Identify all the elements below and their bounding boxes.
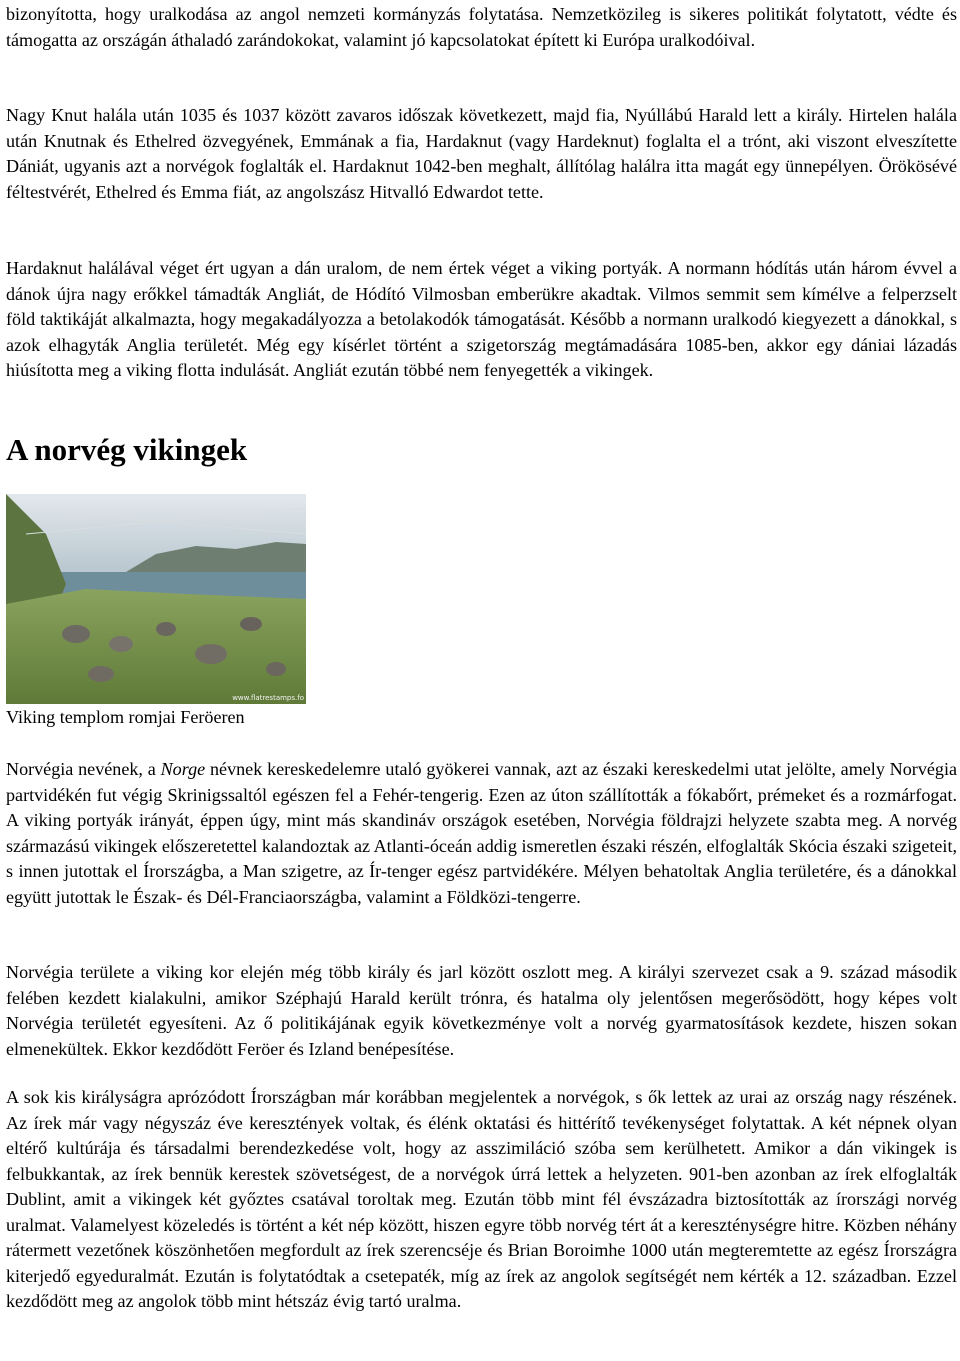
- foreground-grass: [6, 589, 306, 704]
- ruin-stone: [62, 625, 90, 643]
- photo-watermark: www.flatrestamps.fo: [232, 694, 304, 702]
- paragraph-text: Norvégia nevének, a: [6, 759, 161, 779]
- paragraph-text: névnek kereskedelemre utaló gyökerei vannak, azt az északi kereskedelmi utat jelölte, amely Norvégia partvidékén fut végig Skrinigssaltól egészen fel a Fehér-tengerig. Ezen az úton szállították a fókabőrt, prémeket és a rozmárfogat. A viking portyák irányát, éppen úgy, mint más skandináv országok esetében, Norvégia földrajzi helyzete szabta meg. A norvég származású vikingek előszeretettel kalandoztak az Atlanti-óceán addig ismeretlen északi részén, elfoglalták Skócia északi szigeteit, s innen jutottak el Írországba, a Man szigetre, az Ír-tenger egész partvidékére. Mélyen behatoltak Anglia területére, és a dánokkal együtt jutottak le Észak- és Dél-Franciaországba, valamint a Földközi-tengerre.: [6, 759, 958, 907]
- ruin-stone: [109, 636, 133, 652]
- paragraph-norwegian-kingdom: Norvégia területe a viking kor elején még több király és jarl között oszlott meg. A királyi szervezet csak a 9. század második felében kezdett kialakulni, amikor Széphajú Harald került trónra, és hatalma oly jelentősen megerősödött, hogy képes volt Norvégia területét egyesíteni. Az ő politikájának egyik következménye volt a norvég gyarmatosítások kezdete, hiszen sokan elmenekültek. Ekkor kezdődött Feröer és Izland benépesítése.: [6, 962, 957, 1059]
- paragraph-ireland: A sok kis királyságra aprózódott Írországban már korábban megjelentek a norvégok, s ők lettek az urai az ország nagy részének. Az írek már vagy négyszáz éve keresztények voltak, és élénk oktatási és hittérítő tevékenységet folytattak. A két népnek olyan eltérő kultúrája és társadalmi berendezkedése volt, hogy az asszimiláció szóba sem kerülhetett. Amikor a dán vikingek is felbukkantak, az írek bennük kerestek szövetségest, de a norvégok úrrá lettek a helyzeten. 901-ben azonban az írek elfoglalták Dublint, amit a vikingek két győztes csatával toroltak meg. Ezután több mint fél évszázadra biztosították az írországi norvég uralmat. Valamelyest közeledés is történt a két nép között, hiszen egyre több norvég tért át a kereszténységre hitre. Közben néhány rátermett vezetőnek köszönhetően megfordult az írek szerencséje és Brian Boroimhe 1000 után megteremtette az egész Írországra kiterjedő egyeduralmát. Ezután is folytatódtak a csetepaték, míg az írek az angolok segítségét nem kérték a 12. században. Ezzel kezdődött meg az angolok több mint hétszáz évig tartó uralma.: [6, 1087, 957, 1311]
- ruin-stone: [88, 666, 114, 682]
- ruin-stone: [195, 644, 227, 664]
- ruin-stone: [156, 622, 176, 636]
- ruin-stone: [240, 617, 262, 631]
- paragraph-end-of-danish-rule: Hardaknut halálával véget ért ugyan a dán uralom, de nem értek véget a viking portyák. A normann hódítás után három évvel a dánok újra nagy erőkkel támadták Angliát, de Hódító Vilmosban emberükre akadtak. Vilmos semmit sem kímélve a felperzselt föld taktikáját alkalmazta, hogy megakadályozza a betolakodók támogatását. Később a normann uralkodó kiegyezett a dánokkal, s azok elhagyták Anglia területét. Még egy kísérlet történt a szigetország megtámadására 1085-ben, akkor egy dániai lázadás hiúsította meg a viking flotta indulását. Angliát ezután többé nem fenyegették a vikingek.: [6, 258, 957, 380]
- italic-term-norge: Norge: [160, 759, 206, 779]
- paragraph-succession: Nagy Knut halála után 1035 és 1037 között zavaros időszak következett, majd fia, Nyúllábú Harald lett a király. Hirtelen halála után Knutnak és Ethelred özvegyének, Emmának a fia, Hardaknut (vagy Hardeknut) foglalta el a trónt, aki viszont elveszítette Dániát, ugyanis azt a norvégok foglalták el. Hardaknut 1042-ben meghalt, állítólag halálra itta magát egy ünnepélyen. Örökösévé féltestvérét, Ethelred és Emma fiát, az angolszász Hitvalló Edwardot tette.: [6, 105, 957, 202]
- church-ruins-photo: [6, 494, 306, 704]
- section-heading: A norvég vikingek: [6, 432, 248, 467]
- ruin-stone: [266, 662, 286, 676]
- paragraph-norway-name: [6, 757, 957, 910]
- figure-caption: Viking templom romjai Feröeren: [6, 707, 245, 727]
- paragraph-knut-policy: bizonyította, hogy uralkodása az angol nemzeti kormányzás folytatása. Nemzetközileg is sikeres politikát folytatott, védte és támogatta az országán áthaladó zarándokokat, valamint jó kapcsolatokat épített ki Európa uralkodóival.: [6, 4, 957, 50]
